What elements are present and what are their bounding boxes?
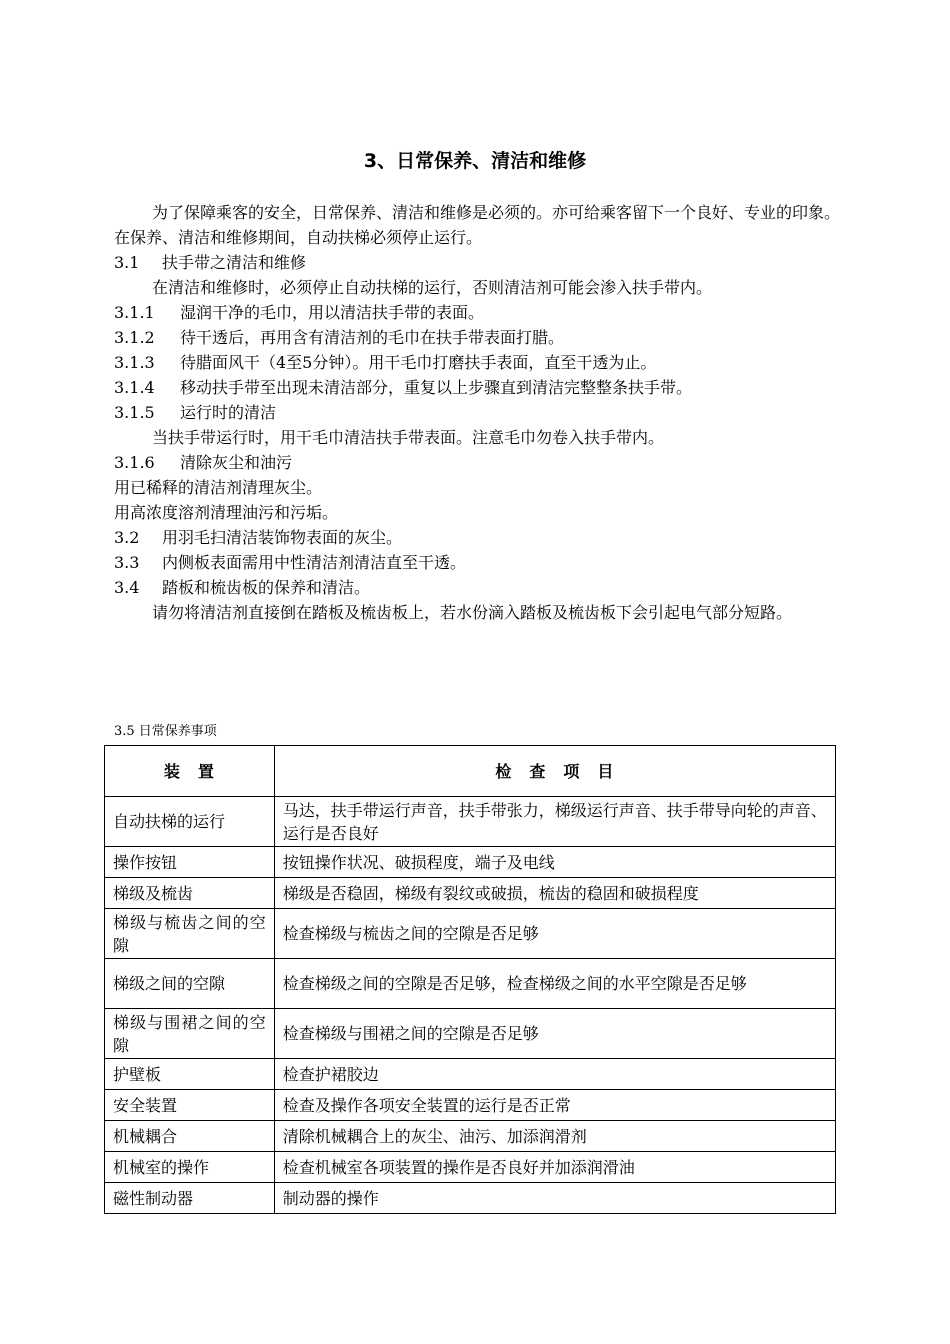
section-number: 3.3	[114, 553, 140, 572]
intro-note: 在保养、清洁和维修期间，自动扶梯必须停止运行。	[114, 228, 483, 247]
section-number: 3.4	[114, 578, 140, 597]
table-row	[105, 797, 836, 847]
section-number: 3.1	[114, 253, 140, 272]
device-cell: 操作按钮	[105, 847, 275, 878]
table-row	[105, 1152, 836, 1183]
check-item-cell: 制动器的操作	[274, 1183, 835, 1214]
step-3-1-1	[114, 300, 840, 325]
step-text: 待腊面风干（4至5分钟）。用干毛巾打磨扶手表面，直至干透为止。	[180, 353, 657, 372]
step-3-1-5-body: 当扶手带运行时，用干毛巾清洁扶手带表面。注意毛巾勿卷入扶手带内。	[152, 428, 665, 447]
device-cell: 梯级与梳齿之间的空隙	[105, 909, 275, 959]
header-check-item: 检 查 项 目	[274, 746, 835, 797]
step-text: 清除灰尘和油污	[180, 453, 293, 472]
table-row	[105, 1059, 836, 1090]
check-item-cell: 检查梯级与围裙之间的空隙是否足够	[274, 1009, 835, 1059]
section-text: 踏板和梳齿板的保养和清洁。	[162, 578, 371, 597]
table-row	[105, 1009, 836, 1059]
step-number: 3.1.3	[114, 353, 155, 372]
section-3-4-body: 请勿将清洁剂直接倒在踏板及梳齿板上，若水份滴入踏板及梳齿板下会引起电气部分短路。	[152, 603, 793, 622]
step-number: 3.1.1	[114, 303, 155, 322]
step-number: 3.1.5	[114, 403, 155, 422]
check-item-cell: 检查护裙胶边	[274, 1059, 835, 1090]
step-number: 3.1.2	[114, 328, 155, 347]
intro-paragraph: 为了保障乘客的安全，日常保养、清洁和维修是必须的。亦可给乘客留下一个良好、专业的印象。	[152, 203, 841, 222]
check-item-cell: 清除机械耦合上的灰尘、油污、加添润滑剂	[274, 1121, 835, 1152]
check-item-cell: 按钮操作状况、破损程度，端子及电线	[274, 847, 835, 878]
device-cell: 护壁板	[105, 1059, 275, 1090]
step-text: 待干透后，再用含有清洁剂的毛巾在扶手带表面打腊。	[180, 328, 565, 347]
device-cell: 安全装置	[105, 1090, 275, 1121]
section-3-2	[114, 525, 840, 550]
device-cell: 梯级与围裙之间的空隙	[105, 1009, 275, 1059]
check-item-cell: 检查梯级之间的空隙是否足够，检查梯级之间的水平空隙是否足够	[274, 959, 835, 1009]
device-cell: 梯级之间的空隙	[105, 959, 275, 1009]
step-3-1-6-b: 用高浓度溶剂清理油污和污垢。	[114, 503, 339, 522]
maintenance-table	[104, 745, 836, 1214]
step-number: 3.1.4	[114, 378, 155, 397]
table-header-row	[105, 746, 836, 797]
step-text: 湿润干净的毛巾，用以清洁扶手带的表面。	[180, 303, 485, 322]
device-cell: 机械室的操作	[105, 1152, 275, 1183]
section-number: 3.2	[114, 528, 140, 547]
check-item-cell: 梯级是否稳固，梯级有裂纹或破损，梳齿的稳固和破损程度	[274, 878, 835, 909]
step-3-1-2	[114, 325, 840, 350]
step-text: 运行时的清洁	[180, 403, 277, 422]
table-row	[105, 1183, 836, 1214]
check-item-cell: 检查及操作各项安全装置的运行是否正常	[274, 1090, 835, 1121]
section-title: 扶手带之清洁和维修	[162, 253, 307, 272]
header-device: 装 置	[105, 746, 275, 797]
step-3-1-5	[114, 400, 840, 425]
check-item-cell: 马达，扶手带运行声音，扶手带张力，梯级运行声音、扶手带导向轮的声音、运行是否良好	[274, 797, 835, 847]
section-3-4	[114, 575, 840, 600]
table-row	[105, 909, 836, 959]
section-text: 用羽毛扫清洁装饰物表面的灰尘。	[162, 528, 403, 547]
check-item-cell: 检查机械室各项装置的操作是否良好并加添润滑油	[274, 1152, 835, 1183]
table-row	[105, 1121, 836, 1152]
check-item-cell: 检查梯级与梳齿之间的空隙是否足够	[274, 909, 835, 959]
page-title: 3、日常保养、清洁和维修	[363, 150, 587, 172]
device-cell: 自动扶梯的运行	[105, 797, 275, 847]
step-3-1-4	[114, 375, 840, 400]
section-3-1-heading	[114, 250, 840, 275]
table-row	[105, 847, 836, 878]
step-text: 移动扶手带至出现未清洁部分，重复以上步骤直到清洁完整整条扶手带。	[180, 378, 693, 397]
device-cell: 磁性制动器	[105, 1183, 275, 1214]
step-3-1-6	[114, 450, 840, 475]
table-row	[105, 959, 836, 1009]
step-number: 3.1.6	[114, 453, 155, 472]
table-row	[105, 878, 836, 909]
section-3-3	[114, 550, 840, 575]
section-3-1-text: 在清洁和维修时，必须停止自动扶梯的运行，否则清洁剂可能会渗入扶手带内。	[152, 278, 713, 297]
table-caption: 3.5 日常保养事项	[114, 724, 217, 739]
table-row	[105, 1090, 836, 1121]
document-body	[114, 200, 840, 625]
device-cell: 梯级及梳齿	[105, 878, 275, 909]
section-text: 内侧板表面需用中性清洁剂清洁直至干透。	[162, 553, 467, 572]
step-3-1-6-a: 用已稀释的清洁剂清理灰尘。	[114, 478, 323, 497]
device-cell: 机械耦合	[105, 1121, 275, 1152]
step-3-1-3	[114, 350, 840, 375]
